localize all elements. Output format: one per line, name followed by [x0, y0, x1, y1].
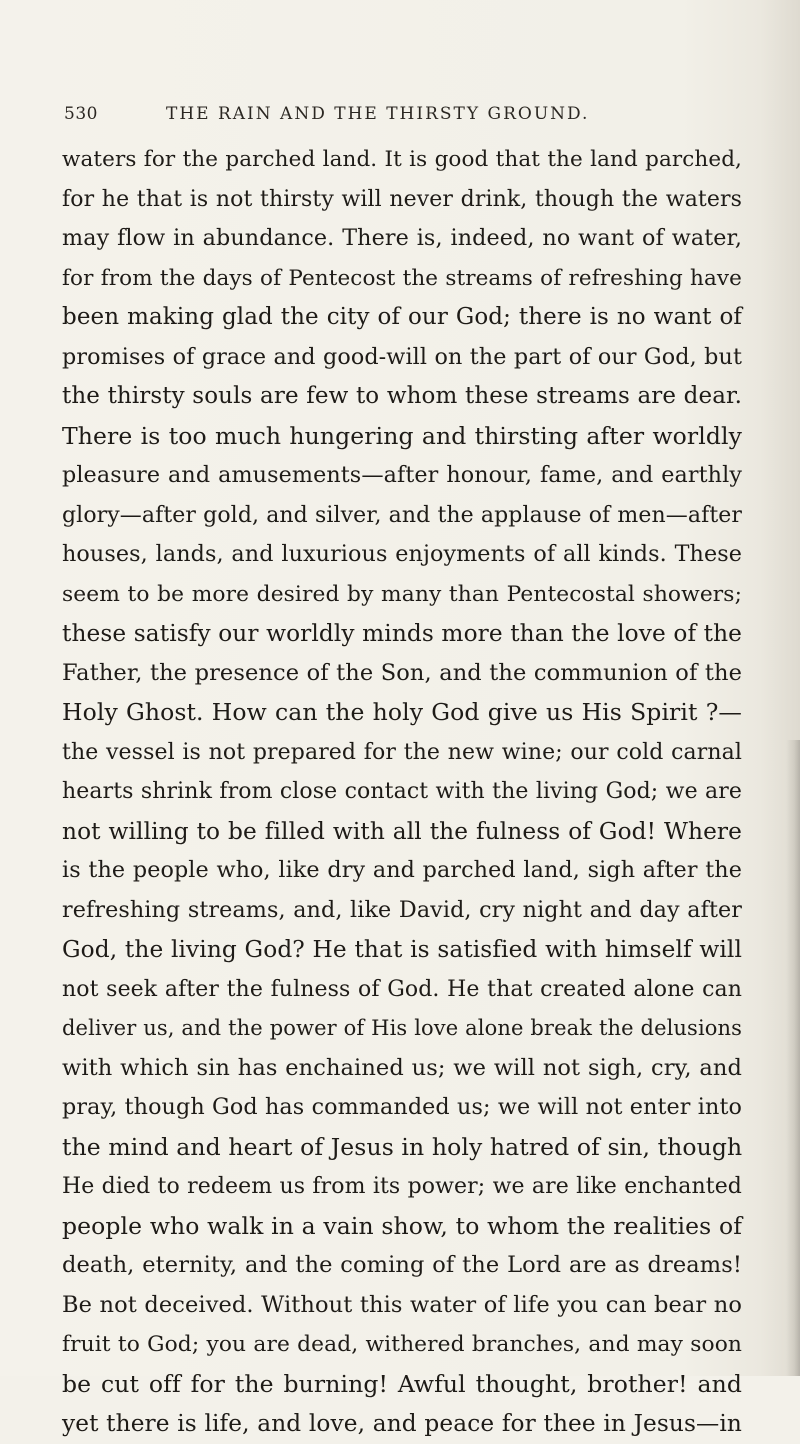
- text-line: not seek after the fulness of God. He that created alone can: [62, 976, 742, 1002]
- text-line: hearts shrink from close contact with the living God; we are: [62, 779, 742, 804]
- text-line: He died to redeem us from its power; we are like enchanted: [62, 1174, 742, 1199]
- text-line: for he that is not thirsty will never drink, though the waters: [62, 186, 742, 212]
- text-line: people who walk in a vain show, to whom the realities of: [62, 1211, 742, 1240]
- text-line: promises of grace and good-will on the part of our God, but: [62, 343, 742, 370]
- text-line: There is too much hungering and thirsting after worldly: [62, 421, 742, 450]
- text-line: glory—after gold, and silver, and the applause of men—after: [62, 502, 742, 528]
- text-line: Holy Ghost. How can the holy God give us His Spirit ?—: [62, 698, 742, 726]
- text-line: the mind and heart of Jesus in holy hatred of sin, though: [62, 1132, 743, 1161]
- text-line: houses, lands, and luxurious enjoyments of all kinds. These: [62, 541, 742, 567]
- text-line: Be not deceived. Without this water of life you can bear no: [62, 1291, 742, 1318]
- text-line: Father, the presence of the Son, and the communion of the: [62, 659, 742, 686]
- text-line: the vessel is not prepared for the new wine; our cold carnal: [62, 739, 742, 765]
- text-line: be cut off for the burning! Awful thought, brother! and: [62, 1369, 742, 1398]
- text-line: yet there is life, and love, and peace for thee in Jesus—in: [62, 1410, 742, 1437]
- chapter-title: THE RAIN AND THE THIRSTY GROUND.: [166, 104, 590, 124]
- text-line: death, eternity, and the coming of the Lord are as dreams!: [62, 1252, 742, 1278]
- text-line: not willing to be filled with all the fulness of God! Where: [62, 817, 742, 845]
- text-line: may flow in abundance. There is, indeed, no want of water,: [62, 225, 742, 251]
- text-line: been making glad the city of our God; there is no want of: [62, 304, 742, 330]
- text-line: God, the living God? He that is satisfied with himself will: [62, 936, 742, 963]
- text-line: fruit to God; you are dead, withered branches, and may soon: [62, 1332, 742, 1357]
- text-line: with which sin has enchained us; we will not sigh, cry, and: [62, 1054, 742, 1081]
- page-edge-shadow: [786, 740, 800, 1376]
- text-line: pray, though God has commanded us; we will not enter into: [62, 1094, 742, 1120]
- text-line: seem to be more desired by many than Pentecostal showers;: [62, 581, 742, 607]
- body-text: [62, 140, 742, 1444]
- text-line: pleasure and amusements—after honour, fame, and earthly: [62, 462, 742, 488]
- page-number: 530: [64, 104, 98, 124]
- text-line: these satisfy our worldly minds more than the love of the: [62, 620, 743, 647]
- text-line: for from the days of Pentecost the streams of refreshing have: [62, 265, 742, 291]
- text-line: deliver us, and the power of His love alone break the delusions: [62, 1016, 742, 1040]
- running-head: [0, 100, 800, 130]
- text-line: waters for the parched land. It is good that the land parched,: [62, 147, 742, 172]
- text-line: the thirsty souls are few to whom these streams are dear.: [62, 383, 742, 409]
- text-line: refreshing streams, and, like David, cry night and day after: [62, 896, 742, 923]
- text-line: is the people who, like dry and parched land, sigh after the: [62, 857, 742, 883]
